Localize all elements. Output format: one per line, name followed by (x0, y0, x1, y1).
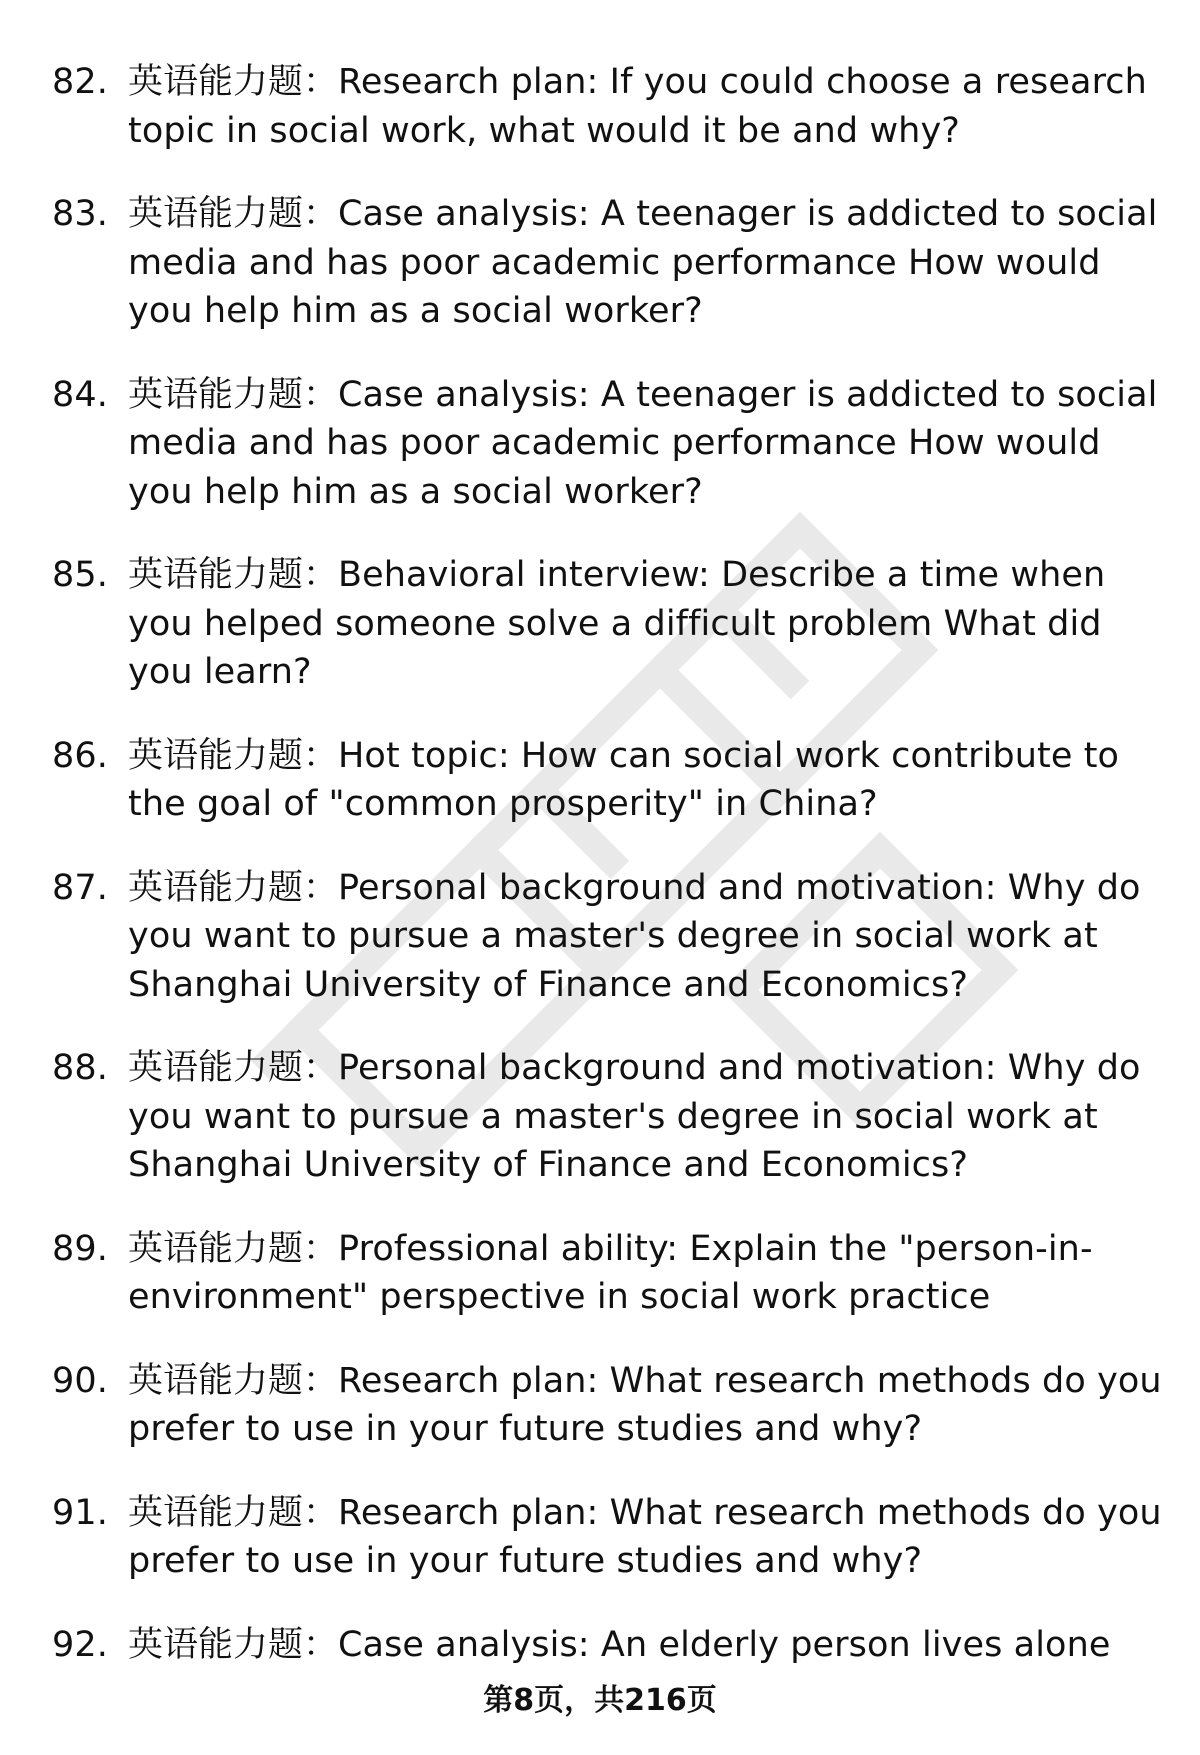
question-list (52, 58, 1162, 1669)
question-number: 84. (52, 374, 108, 415)
question-number: 92. (52, 1624, 108, 1665)
page-number-footer: 第8页，共216页 (483, 1683, 717, 1718)
question-tag: 英语能力题： (128, 555, 339, 595)
question-tag: 英语能力题： (128, 194, 339, 234)
question-text: Research plan: What research methods do you prefer to use in your future studies and why? (128, 1492, 1162, 1581)
question-text: Research plan: If you could choose a research topic in social work, what would it be and why? (128, 62, 1147, 151)
question-item (52, 190, 1162, 336)
question-number: 89. (52, 1228, 108, 1269)
question-text: Behavioral interview: Describe a time when you helped someone solve a difficult problem What did you learn? (128, 555, 1106, 692)
question-number: 83. (52, 194, 108, 234)
question-item (52, 1621, 1162, 1669)
question-number: 86. (52, 735, 108, 776)
question-tag: 英语能力题： (128, 62, 339, 102)
question-number: 87. (52, 867, 108, 908)
question-tag: 英语能力题： (128, 1228, 339, 1269)
question-number: 82. (52, 62, 108, 102)
question-item (52, 551, 1162, 697)
question-tag: 英语能力题： (128, 1624, 339, 1665)
question-number: 91. (52, 1492, 108, 1533)
question-item (52, 1489, 1162, 1586)
question-tag: 英语能力题： (128, 867, 339, 908)
question-item (52, 864, 1162, 1010)
question-number: 90. (52, 1360, 108, 1401)
question-text: Personal background and motivation: Why do you want to pursue a master's degree in social work at Shanghai University of Finance and Economics? (128, 867, 1141, 1005)
question-number: 85. (52, 555, 108, 595)
question-item (52, 371, 1162, 517)
question-tag: 英语能力题： (128, 1360, 339, 1401)
question-item (52, 732, 1162, 829)
question-text: Research plan: What research methods do you prefer to use in your future studies and why? (128, 1360, 1162, 1449)
question-item (52, 58, 1162, 155)
question-text: Case analysis: An elderly person lives alone (338, 1624, 1111, 1665)
question-item (52, 1044, 1162, 1190)
question-number: 88. (52, 1048, 108, 1088)
question-text: Case analysis: A teenager is addicted to social media and has poor academic performance How would you help him as a social worker? (128, 194, 1158, 331)
question-tag: 英语能力题： (128, 735, 339, 776)
question-text: Professional ability: Explain the "person-in-environment" perspective in social work practice (128, 1228, 1093, 1317)
question-text: Hot topic: How can social work contribute to the goal of "common prosperity" in China? (128, 735, 1120, 824)
question-text: Case analysis: A teenager is addicted to social media and has poor academic performance How would you help him as a social worker? (128, 374, 1158, 512)
question-item (52, 1357, 1162, 1454)
question-tag: 英语能力题： (128, 374, 339, 415)
question-text: Personal background and motivation: Why do you want to pursue a master's degree in social work at Shanghai University of Finance and Economics? (128, 1048, 1141, 1185)
question-item (52, 1225, 1162, 1322)
question-tag: 英语能力题： (128, 1048, 339, 1088)
question-tag: 英语能力题： (128, 1492, 339, 1533)
